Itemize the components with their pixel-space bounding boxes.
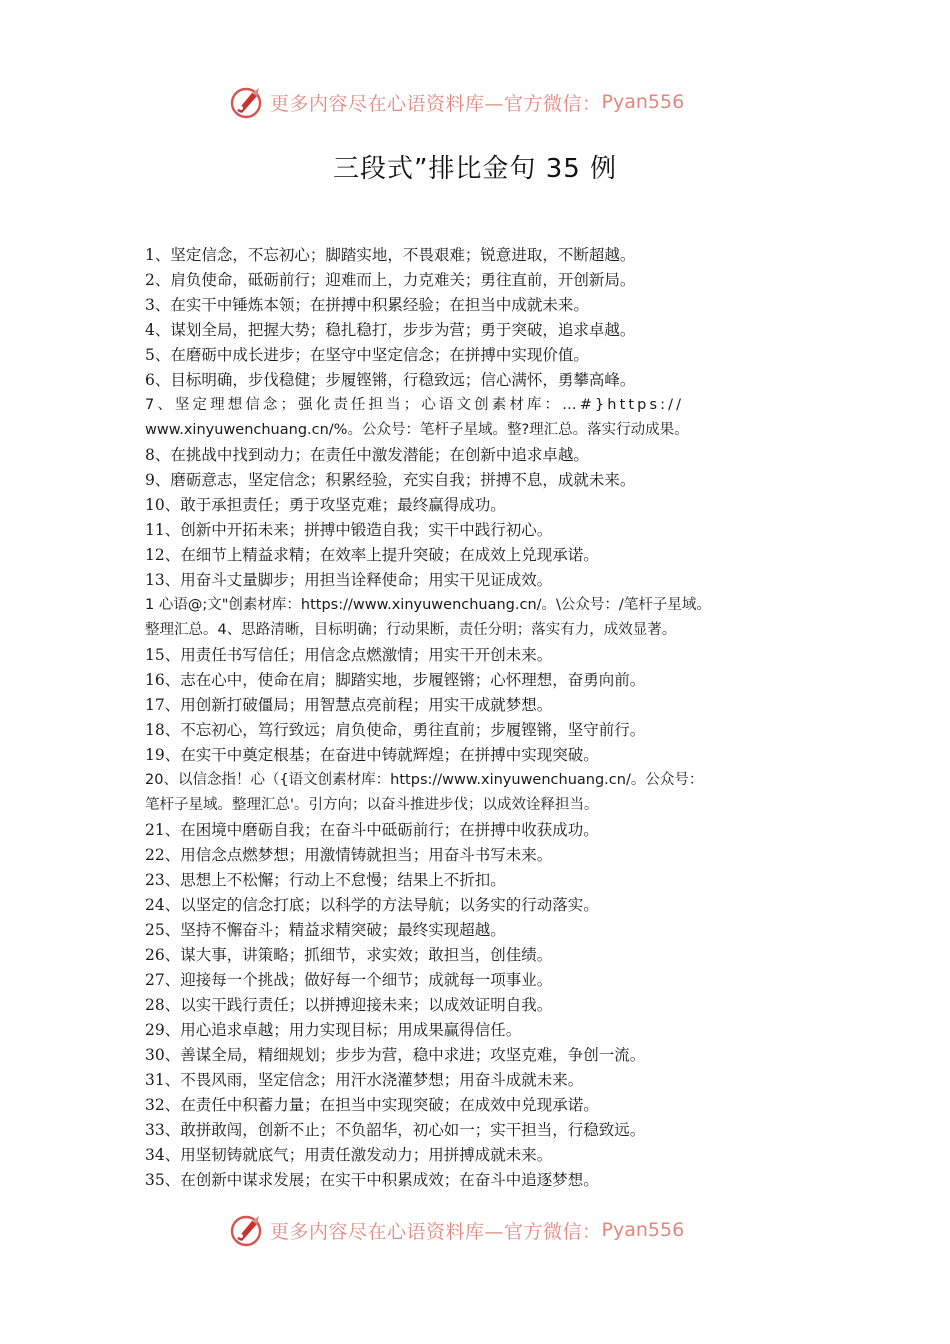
text-line: 29、用心追求卓越；用力实现目标；用成果赢得信任。 [145,1021,522,1039]
text-line: 2、肩负使命，砥砺前行；迎难而上，力克难关；勇往直前，开创新局。 [145,271,636,289]
text-line: 12、在细节上精益求精；在效率上提升突破；在成效上兑现承诺。 [145,546,599,564]
text-line: 1、坚定信念，不忘初心；脚踏实地，不畏艰难；锐意进取，不断超越。 [145,246,636,264]
text-line: 11、创新中开拓未来；拼搏中锻造自我；实干中践行初心。 [145,521,553,539]
text-line: 25、坚持不懈奋斗；精益求精突破；最终实现超越。 [145,921,506,939]
text-line: 3、在实干中锤炼本领；在拼搏中积累经验；在担当中成就未来。 [145,296,589,314]
text-line: 8、在挑战中找到动力；在责任中激发潜能；在创新中追求卓越。 [145,446,589,464]
text-line: 24、以坚定的信念打底；以科学的方法导航；以务实的行动落实。 [145,896,599,914]
text-line: 18、不忘初心，笃行致远；肩负使命，勇往直前；步履铿锵，坚守前行。 [145,721,646,739]
text-line: 33、敢拼敢闯，创新不止；不负韶华，初心如一；实干担当，行稳致远。 [145,1121,646,1139]
text-line: www.xinyuwenchuang.cn/%。公众号：笔杆子星域。整?理汇总。落实行动成果。 [145,422,689,438]
text-line: 26、谋大事，讲策略；抓细节，求实效；敢担当，创佳绩。 [145,946,553,964]
text-line: 10、敢于承担责任；勇于攻坚克难；最终赢得成功。 [145,496,506,514]
text-line: 5、在磨砺中成长进步；在坚守中坚定信念；在拼搏中实现价值。 [145,346,589,364]
text-line: 整理汇总。4、思路清晰，目标明确；行动果断，责任分明；落实有力，成效显著。 [145,622,677,638]
text-line: 28、以实干践行责任；以拼搏迎接未来；以成效证明自我。 [145,996,553,1014]
text-line: 4、谋划全局，把握大势；稳扎稳打，步步为营；勇于突破，追求卓越。 [145,321,636,339]
pen-nib-circle-icon [228,1212,264,1248]
text-line: 9、磨砺意志，坚定信念；积累经验，充实自我；拼搏不息，成就未来。 [145,471,636,489]
text-line: 16、志在心中，使命在肩；脚踏实地，步履铿锵；心怀理想，奋勇向前。 [145,671,646,689]
text-line: 35、在创新中谋求发展；在实干中积累成效；在奋斗中追逐梦想。 [145,1171,599,1189]
text-line: 21、在困境中磨砺自我；在奋斗中砥砺前行；在拼搏中收获成功。 [145,821,599,839]
text-line: 22、用信念点燃梦想；用激情铸就担当；用奋斗书写未来。 [145,846,553,864]
text-line: 19、在实干中奠定根基；在奋进中铸就辉煌；在拼搏中实现突破。 [145,746,599,764]
text-line: 20、以信念指！心（{语文创素材库：https://www.xinyuwenchuang.cn/。公众号： [145,772,704,788]
text-line: 笔杆子星域。整理汇总'。引方向；以奋斗推进步伐；以成效诠释担当。 [145,797,599,813]
text-line: 13、用奋斗丈量脚步；用担当诠释使命；用实干见证成效。 [145,571,553,589]
banner-wechat-id: Pyan556 [601,91,685,113]
header-watermark-banner [228,82,684,122]
text-line: 15、用责任书写信任；用信念点燃激情；用实干开创未来。 [145,646,553,664]
text-line: 17、用创新打破僵局；用智慧点亮前程；用实干成就梦想。 [145,696,553,714]
text-line: 31、不畏风雨，坚定信念；用汗水浇灌梦想；用奋斗成就未来。 [145,1071,584,1089]
pen-nib-circle-icon [228,84,264,120]
text-line: 30、善谋全局，精细规划；步步为营，稳中求进；攻坚克难，争创一流。 [145,1046,646,1064]
banner-wechat-id: Pyan556 [601,1219,685,1241]
text-line: 27、迎接每一个挑战；做好每一个细节；成就每一项事业。 [145,971,553,989]
banner-text: 更多内容尽在心语资料库—官方微信： [270,1220,602,1243]
sentence-list [145,243,810,1193]
text-line: 1 心语@;文"创素材库：https://www.xinyuwenchuang.cn/。\公众号：/笔杆子星域。 [145,597,711,613]
text-line: 23、思想上不松懈；行动上不怠慢；结果上不折扣。 [145,871,506,889]
text-line: 32、在责任中积蓄力量；在担当中实现突破；在成效中兑现承诺。 [145,1096,599,1114]
page-title: 三段式”排比金句 35 例 [332,154,618,184]
footer-watermark-banner [228,1210,684,1250]
banner-text: 更多内容尽在心语资料库—官方微信： [270,92,602,115]
text-line: 34、用坚韧铸就底气；用责任激发动力；用拼搏成就未来。 [145,1146,553,1164]
text-line: 7、坚定理想信念；强化责任担当；心语文创素材库：…#}https:// [145,397,685,413]
text-line: 6、目标明确，步伐稳健；步履铿锵，行稳致远；信心满怀，勇攀高峰。 [145,371,636,389]
